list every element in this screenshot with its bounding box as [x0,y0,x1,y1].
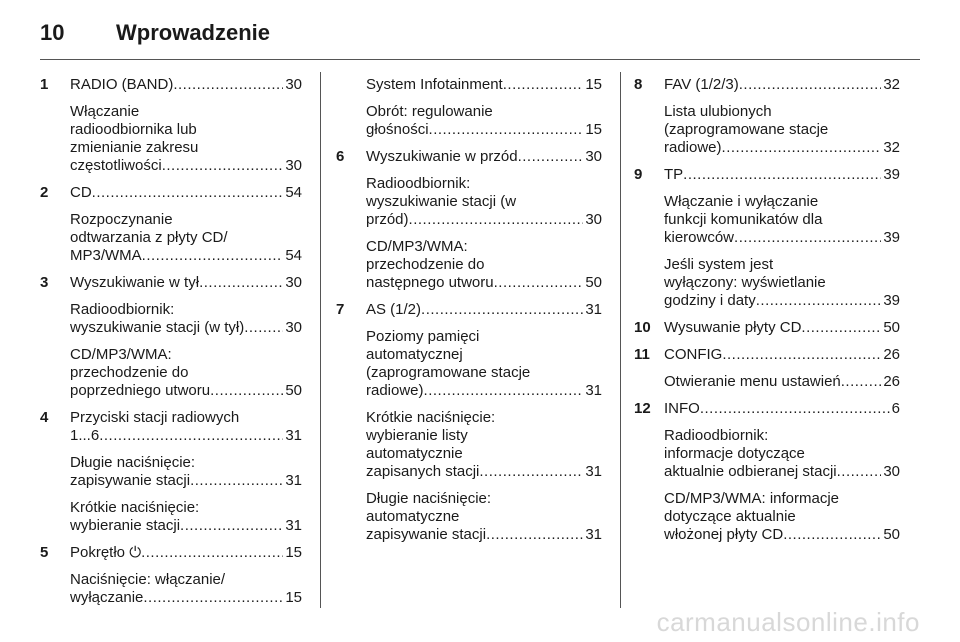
toc-column-1 [40,76,302,607]
toc-subentry [366,238,602,292]
toc-line[interactable] [366,274,602,292]
dot-leader [722,139,882,157]
toc-entry [336,301,602,544]
toc-subentry-line: Radioodbiornik: [664,427,769,444]
toc-line[interactable] [70,544,302,562]
toc-entry [40,274,302,400]
toc-line[interactable] [366,148,602,166]
dot-leader [837,463,882,481]
toc-line[interactable] [70,76,302,94]
page-ref: 26 [883,373,900,390]
dot-leader [92,184,284,202]
toc-line[interactable] [70,157,302,175]
toc-label: FAV (1/2/3) [664,76,739,93]
toc-label: wyszukiwanie stacji (w tył) [70,319,245,336]
toc-entry [336,148,602,292]
toc-subentry-line: Długie naciśnięcie: [366,490,492,507]
toc-subentry-line: Krótkie naciśnięcie: [366,409,496,426]
watermark: carmanualsonline.info [656,607,920,637]
toc-subentry [70,499,302,535]
toc-subentry [664,490,900,544]
dot-leader [429,121,584,139]
page-ref: 15 [585,76,602,93]
toc-line[interactable] [664,463,900,481]
toc-label: System Infotainment [366,76,503,93]
toc-line[interactable] [366,463,602,481]
toc-label: wyłączanie [70,589,144,606]
toc-line[interactable] [664,139,900,157]
toc-subentry-line: odtwarzania z płyty CD/ [70,229,228,246]
toc-subentry [664,427,900,481]
toc-line[interactable] [664,346,900,364]
chapter-title: Wprowadzenie [116,20,271,45]
toc-subentry [70,346,302,400]
item-number: 5 [40,544,49,561]
toc-label: Wyszukiwanie w tył [70,274,200,291]
dot-leader [143,589,283,607]
column-divider [320,72,321,608]
page-ref: 26 [883,346,900,363]
item-number: 4 [40,409,49,426]
page-ref: 32 [883,139,900,156]
toc-subentry-line: przechodzenie do [70,364,189,381]
toc-subentry-line: Jeśli system jest [664,256,774,273]
toc-entry-main [70,184,302,202]
toc-subentry-line: Radioodbiornik: [70,301,175,318]
toc-entry-main [664,76,900,94]
dot-leader [244,319,283,337]
page-ref: 6 [891,400,900,417]
column-divider [620,72,621,608]
toc-subentry-line: radioodbiornika lub [70,121,197,138]
toc-subentry [70,103,302,175]
toc-line[interactable] [664,292,900,310]
toc-subentry [70,301,302,337]
dot-leader [190,472,283,490]
toc-subentry-line: Radioodbiornik: [366,175,471,192]
toc-entry [634,400,900,544]
page-ref: 30 [285,157,302,174]
toc-line[interactable] [664,373,900,391]
toc-subentry-line: przechodzenie do [366,256,485,273]
toc-subentry-line: Naciśnięcie: włączanie/ [70,571,226,588]
toc-label: włożonej płyty CD [664,526,784,543]
toc-entry [40,544,302,607]
page-header [40,16,270,50]
toc-entry-main [664,400,900,418]
toc-label: kierowców [664,229,735,246]
toc-label: MP3/WMA [70,247,142,264]
toc-subentry-line: CD/MP3/WMA: informacje [664,490,840,507]
page-ref: 30 [883,463,900,480]
dot-leader [756,292,882,310]
toc-label: przód) [366,211,409,228]
toc-line[interactable] [664,166,900,184]
toc-label: Pokrętło ⏻ [70,544,142,561]
toc-entry-main [70,76,302,94]
toc-line[interactable] [70,274,302,292]
toc-entry-main [664,346,900,364]
dot-leader [99,427,283,445]
item-number: 3 [40,274,49,291]
toc-line[interactable] [70,382,302,400]
page-ref: 31 [585,526,602,543]
toc-subentry-line: Rozpoczynanie [70,211,173,228]
toc-label: 1...6 [70,427,100,444]
dot-leader [142,247,284,265]
dot-leader [199,274,283,292]
toc-label: RADIO (BAND) [70,76,174,93]
toc-line[interactable] [70,409,302,427]
toc-entry [40,409,302,535]
toc-label: radiowe) [664,139,722,156]
toc-entry [634,76,900,157]
toc-entry [634,346,900,391]
dot-leader [734,229,881,247]
toc-label: godziny i daty [664,292,756,309]
toc-subentry-line: Włączanie i wyłączanie [664,193,819,210]
page-ref: 15 [285,589,302,606]
page-ref: 50 [285,382,302,399]
toc-label: Przyciski stacji radiowych [70,409,240,426]
toc-label: INFO [664,400,700,417]
dot-leader [783,526,881,544]
toc-entry-main [366,148,602,166]
toc-label: CD [70,184,92,201]
page-ref: 30 [585,148,602,165]
item-number: 12 [634,400,651,417]
toc-entry-main [70,544,302,562]
toc-entry [634,319,900,337]
dot-leader [409,211,584,229]
toc-line[interactable] [70,319,302,337]
toc-label: następnego utworu [366,274,494,291]
item-number: 1 [40,76,49,93]
item-number: 8 [634,76,643,93]
toc-subentry-line: Lista ulubionych [664,103,772,120]
toc-subentry [366,409,602,481]
header-rule [40,59,920,60]
dot-leader [700,400,890,418]
dot-leader [801,319,881,337]
dot-leader [210,382,283,400]
dot-leader [683,166,881,184]
toc-entry-main [664,319,900,337]
toc-line[interactable] [664,319,900,337]
item-number: 10 [634,319,651,336]
item-number: 9 [634,166,643,183]
page-ref: 31 [585,382,602,399]
toc-label: Otwieranie menu ustawień [664,373,841,390]
toc-line[interactable] [366,526,602,544]
page-ref: 31 [585,463,602,480]
dot-leader [180,517,283,535]
toc-entry-main [366,301,602,319]
dot-leader [173,76,283,94]
toc-label: Wyszukiwanie w przód [366,148,518,165]
toc-subentry-line: wybieranie listy [366,427,468,444]
toc-column-3 [634,76,900,544]
dot-leader [518,148,584,166]
toc-entry [40,184,302,265]
dot-leader [739,76,882,94]
toc-subentry-line: informacje dotyczące [664,445,805,462]
item-number: 2 [40,184,49,201]
toc-label: CONFIG [664,346,723,363]
toc-label: Wysuwanie płyty CD [664,319,802,336]
toc-line[interactable] [366,382,602,400]
toc-line[interactable] [366,211,602,229]
dot-leader [494,274,584,292]
toc-subentry-line: (zaprogramowane stacje [366,364,531,381]
toc-entry-main [366,76,602,94]
toc-subentry [664,373,900,391]
toc-subentry [70,571,302,607]
toc-subentry [664,193,900,247]
page-ref: 31 [585,301,602,318]
dot-leader [479,463,583,481]
page-ref: 30 [285,319,302,336]
toc-subentry [70,427,302,445]
page-ref: 32 [883,76,900,93]
toc-entry-main [70,274,302,292]
dot-leader [503,76,584,94]
toc-subentry [70,211,302,265]
toc-label: zapisywanie stacji [70,472,191,489]
toc-subentry-line: Poziomy pamięci [366,328,480,345]
toc-label: poprzedniego utworu [70,382,211,399]
page-ref: 50 [585,274,602,291]
dot-leader [141,544,283,562]
toc-label: radiowe) [366,382,424,399]
toc-line[interactable] [70,184,302,202]
toc-subentry-line: CD/MP3/WMA: [366,238,468,255]
toc-label: wybieranie stacji [70,517,181,534]
toc-subentry [366,103,602,139]
toc-line[interactable] [70,427,302,445]
dot-leader [841,373,882,391]
item-number: 11 [634,346,650,363]
toc-line[interactable] [366,301,602,319]
toc-subentry-line: dotyczące aktualnie [664,508,796,525]
toc-entry [40,76,302,175]
toc-label: aktualnie odbieranej stacji [664,463,837,480]
toc-subentry-line: CD/MP3/WMA: [70,346,172,363]
toc-entry-main [664,166,900,184]
toc-subentry-line: Obrót: regulowanie [366,103,493,120]
toc-line[interactable] [664,526,900,544]
page-ref: 50 [883,526,900,543]
toc-subentry-line: wyszukiwanie stacji (w [366,193,517,210]
toc-subentry [664,103,900,157]
toc-subentry-line: Krótkie naciśnięcie: [70,499,200,516]
toc-subentry-line: automatycznie [366,445,463,462]
toc-label: głośności [366,121,429,138]
toc-column-2 [336,76,602,544]
dot-leader [424,382,584,400]
item-number: 6 [336,148,345,165]
toc-subentry [366,175,602,229]
toc-subentry [664,256,900,310]
toc-entry-main [70,409,302,427]
toc-line[interactable] [664,400,900,418]
page-ref: 31 [285,517,302,534]
toc-line[interactable] [70,517,302,535]
toc-subentry-line: Włączanie [70,103,140,120]
toc-label: zapisanych stacji [366,463,480,480]
toc-subentry-line: automatyczne [366,508,460,525]
page-ref: 50 [883,319,900,336]
toc-subentry-line: wyłączony: wyświetlanie [664,274,826,291]
toc-subentry [366,328,602,400]
page-ref: 31 [285,427,302,444]
page-number: 10 [40,20,65,45]
dot-leader [162,157,284,175]
toc-line[interactable] [366,76,602,94]
item-number: 7 [336,301,345,318]
toc-line[interactable] [664,76,900,94]
toc-subentry [366,490,602,544]
toc-label: częstotliwości [70,157,162,174]
toc-line[interactable] [664,229,900,247]
toc-entry [634,166,900,310]
page-ref: 30 [285,274,302,291]
toc-subentry [70,454,302,490]
toc-label: zapisywanie stacji [366,526,487,543]
page-ref: 31 [285,472,302,489]
toc-subentry-line: Długie naciśnięcie: [70,454,196,471]
toc-subentry-line: (zaprogramowane stacje [664,121,829,138]
dot-leader [722,346,881,364]
dot-leader [421,301,583,319]
page-ref: 54 [285,184,302,201]
toc-subentry-line: zmienianie zakresu [70,139,199,156]
toc-label: TP [664,166,684,183]
page-ref: 39 [883,166,900,183]
toc-label: AS (1/2) [366,301,422,318]
toc-line[interactable] [70,589,302,607]
page-ref: 15 [285,544,302,561]
toc-subentry-line: automatycznej [366,346,463,363]
page-ref: 39 [883,292,900,309]
page-ref: 39 [883,229,900,246]
toc-line[interactable] [366,121,602,139]
toc-line[interactable] [70,247,302,265]
toc-entry [336,76,602,139]
dot-leader [486,526,583,544]
page-ref: 30 [285,76,302,93]
toc-subentry-line: funkcji komunikatów dla [664,211,823,228]
page-ref: 15 [585,121,602,138]
toc-line[interactable] [70,472,302,490]
page-ref: 30 [585,211,602,228]
page-ref: 54 [285,247,302,264]
